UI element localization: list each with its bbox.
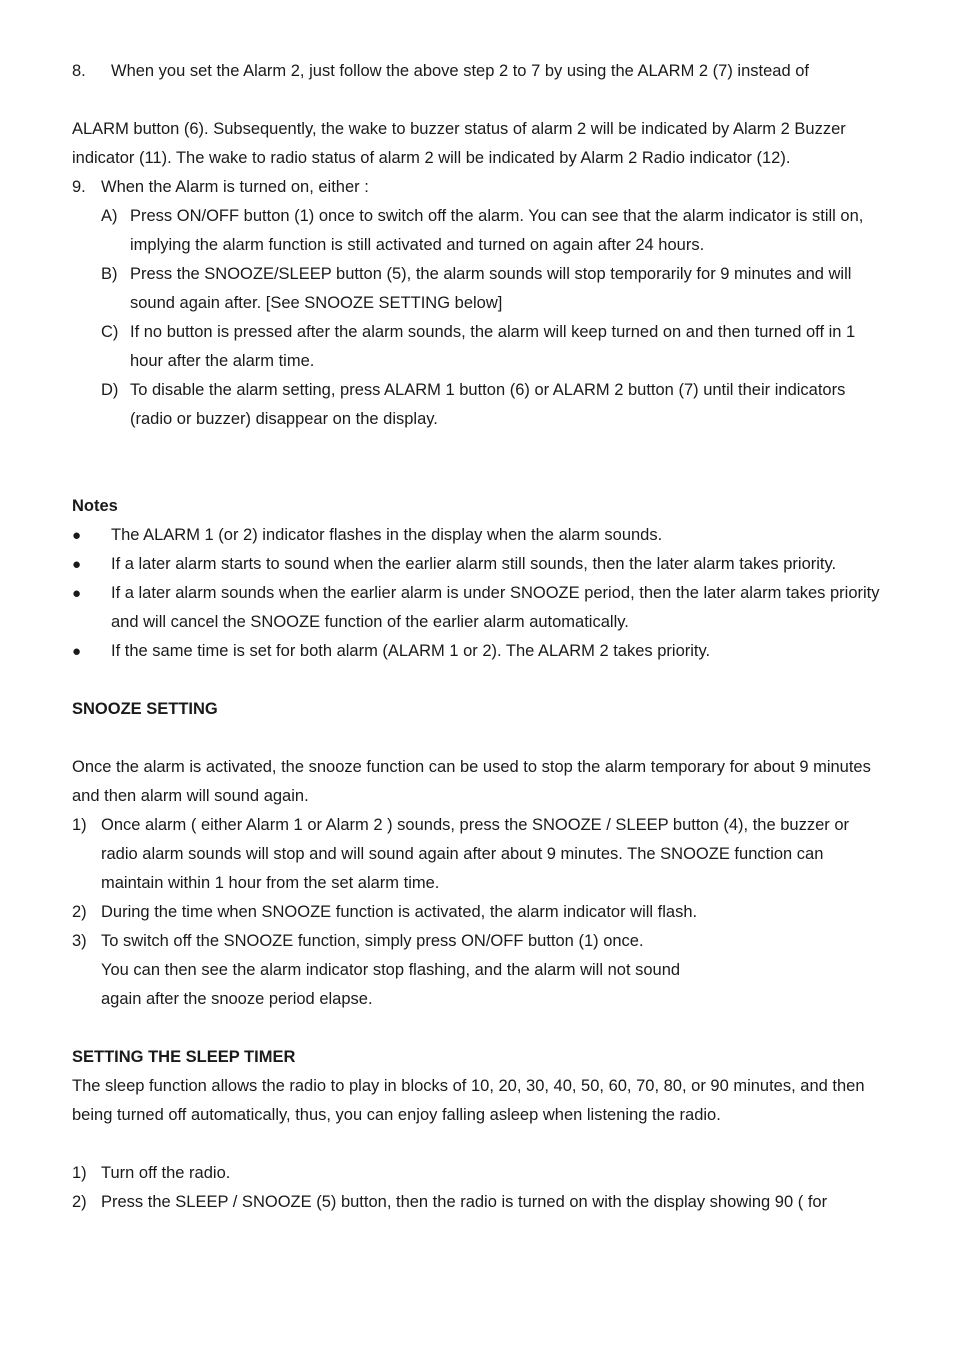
step-text: When the Alarm is turned on, either : (101, 178, 369, 196)
option-letter: D) (101, 381, 119, 399)
option-text: Press the SNOOZE/SLEEP button (5), the alarm sounds will stop temporarily for 9 minutes and will sound again after. [See SNOOZE SETTING below] (130, 265, 852, 312)
option-text: If no button is pressed after the alarm sounds, the alarm will keep turned on and then turned off in 1 hour after the alarm time. (130, 323, 856, 370)
note-text: If a later alarm sounds when the earlier alarm is under SNOOZE period, then the later alarm takes priority and will cancel the SNOOZE function of the earlier alarm automatically. (111, 584, 880, 631)
note-item (72, 579, 882, 637)
note-item (72, 550, 882, 579)
step-text: When you set the Alarm 2, just follow the above step 2 to 7 by using the ALARM 2 (7) instead of (111, 62, 809, 80)
sleep-step (72, 1159, 882, 1188)
step-text: To switch off the SNOOZE function, simply press ON/OFF button (1) once. (101, 932, 644, 950)
step-text: During the time when SNOOZE function is activated, the alarm indicator will flash. (101, 903, 698, 921)
snooze-step-3-continuation: You can then see the alarm indicator stop flashing, and the alarm will not sound (101, 961, 681, 979)
note-item (72, 521, 882, 550)
snooze-step (72, 811, 882, 898)
step-text: Once alarm ( either Alarm 1 or Alarm 2 ) sounds, press the SNOOZE / SLEEP button (4), the buzzer or radio alarm sounds will stop and will sound again after about 9 minutes. The SNOOZE function can maintain within 1 hour from the set alarm time. (101, 816, 850, 892)
snooze-step-3-continuation: again after the snooze period elapse. (101, 990, 373, 1008)
note-item (72, 637, 882, 666)
option-letter: C) (101, 323, 119, 341)
sleep-intro: The sleep function allows the radio to play in blocks of 10, 20, 30, 40, 50, 60, 70, 80, or 90 minutes, and then being turned off automatically, thus, you can enjoy falling asleep when listening the radio. (72, 1077, 865, 1124)
step-number: 8. (72, 62, 86, 80)
step-9 (72, 173, 882, 202)
sleep-step (72, 1188, 882, 1217)
notes-heading: Notes (72, 497, 118, 515)
step-number: 9. (72, 178, 86, 196)
manual-page (72, 57, 882, 1217)
snooze-step (72, 898, 882, 927)
step-text: Press the SLEEP / SNOOZE (5) button, then the radio is turned on with the display showing 90 ( for (101, 1193, 828, 1211)
step-8-continuation: ALARM button (6). Subsequently, the wake to buzzer status of alarm 2 will be indicated by Alarm 2 Buzzer indicator (11). The wake to radio status of alarm 2 will be indicated by Alarm 2 Radio indicator (12). (72, 120, 846, 167)
bullet-icon: ● (72, 556, 82, 573)
step-number: 1) (72, 1164, 87, 1182)
bullet-icon: ● (72, 527, 82, 544)
option-letter: B) (101, 265, 118, 283)
note-text: If a later alarm starts to sound when the earlier alarm still sounds, then the later alarm takes priority. (111, 555, 837, 573)
snooze-step (72, 927, 882, 956)
note-text: If the same time is set for both alarm (ALARM 1 or 2). The ALARM 2 takes priority. (111, 642, 711, 660)
option-letter: A) (101, 207, 118, 225)
bullet-icon: ● (72, 585, 82, 602)
option-text: Press ON/OFF button (1) once to switch off the alarm. You can see that the alarm indicator is still on, implying the alarm function is still activated and turned on again after 24 hours. (130, 207, 864, 254)
sleep-heading: SETTING THE SLEEP TIMER (72, 1048, 296, 1066)
option-item (101, 376, 882, 434)
option-item (101, 260, 882, 318)
option-item (101, 318, 882, 376)
option-text: To disable the alarm setting, press ALARM 1 button (6) or ALARM 2 button (7) until their indicators (radio or buzzer) disappear on the display. (130, 381, 846, 428)
snooze-intro: Once the alarm is activated, the snooze function can be used to stop the alarm temporary for about 9 minutes and then alarm will sound again. (72, 758, 871, 805)
step-number: 3) (72, 932, 87, 950)
option-item (101, 202, 882, 260)
step-9-options (72, 202, 882, 434)
bullet-icon: ● (72, 643, 82, 660)
snooze-heading: SNOOZE SETTING (72, 700, 218, 718)
step-number: 2) (72, 1193, 87, 1211)
step-number: 1) (72, 816, 87, 834)
step-text: Turn off the radio. (101, 1164, 231, 1182)
step-8 (72, 57, 882, 86)
step-number: 2) (72, 903, 87, 921)
note-text: The ALARM 1 (or 2) indicator flashes in the display when the alarm sounds. (111, 526, 663, 544)
